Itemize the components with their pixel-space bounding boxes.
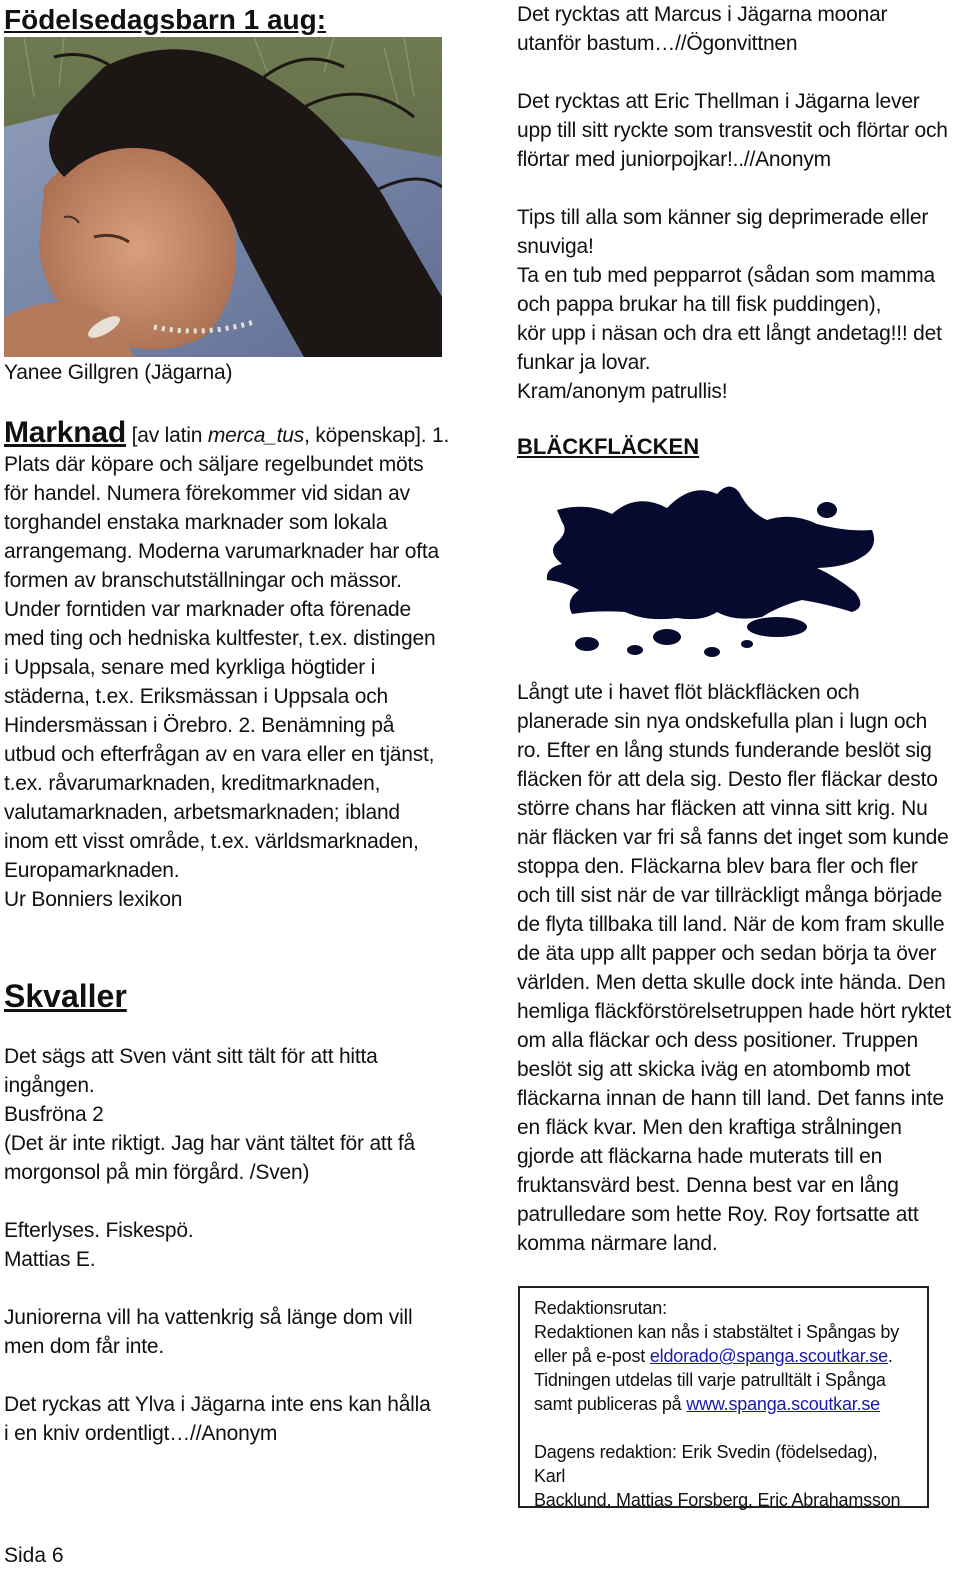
lexicon-line: Under forntiden var marknader ofta förenade <box>4 598 411 621</box>
editorial-line: samt publiceras på www.spanga.scoutkar.se <box>534 1394 880 1414</box>
gossip-title: Skvaller <box>4 978 127 1014</box>
gossip-list <box>4 1042 484 1477</box>
editorial-staff: Dagens redaktion: Erik Svedin (födelsedag), Karl <box>534 1442 878 1486</box>
lexicon-source: Ur Bonniers lexikon <box>4 888 183 911</box>
inkblot-title: BLÄCKFLÄCKEN <box>517 434 700 459</box>
email-link[interactable]: eldorado@spanga.scoutkar.se <box>649 1346 888 1366</box>
rumor-item: Det rycktas att Eric Thellman i Jägarna lever upp till sitt ryckte som transvestit och flörtar och flörtar med juniorpojkar!..//Anonym <box>517 90 948 171</box>
editorial-line: eller på e-post eldorado@spanga.scoutkar.se. <box>534 1346 893 1366</box>
lexicon-line: Europamarknaden. <box>4 859 180 882</box>
tips-item: Tips till alla som känner sig deprimerade eller snuviga! Ta en tub med pepparrot (sådan som mamma och pappa brukar ha till fisk puddingen), kör upp i näsan och dra ett långt andetag!!! det funkar ja lovar. Kram/anonym patrullis! <box>517 206 942 403</box>
rumor-item: Det rycktas att Marcus i Jägarna moonar utanför bastum…//Ögonvittnen <box>517 3 888 55</box>
lexicon-entry <box>4 418 494 914</box>
editorial-box <box>518 1286 929 1508</box>
gossip-item: Efterlyses. Fiskespö. Mattias E. <box>4 1219 194 1271</box>
birthday-caption: Yanee Gillgren (Jägarna) <box>4 361 233 384</box>
gossip-item: Juniorerna vill ha vattenkrig så länge dom vill men dom får inte. <box>4 1306 413 1358</box>
inkblot-story: Långt ute i havet flöt bläckfläcken och planerade sin nya ondskefulla plan i lugn och ro. Efter en lång stunds funderande beslöt sig fläcken för att dela sig. Desto fler fläckar desto större chans har fläcken att vinna sitt krig. Nu när fläcken var fri så fanns det inget som kunde stoppa den. Fläckarna blev bara fler och fler och till sist när de var tillräckligt många började de flyta tillbaka till land. När de kom fram skulle de äta upp allt papper och sedan börja ta över världen. Men detta skulle dock inte hända. Den hemliga fläckförstörelsetruppen hade hört ryktet om alla fläckar och dess positioner. Truppen beslöt sig att skicka iväg en atombomb mot fläckarna innan de hann till land. Det fanns inte en fläck kvar. Men den kraftiga strålningen gjorde att fläckarna hade muterats till en fruktansvärd best. Denna best var en lång patrulledare som hette Roy. Roy fortsatte att komma närmare land. <box>517 681 951 1255</box>
lexicon-line: inom ett visst område, t.ex. världsmarknaden, <box>4 830 419 853</box>
lexicon-line: arrangemang. Moderna varumarknader har ofta <box>4 540 439 563</box>
gossip-item: Det sägs att Sven vänt sitt tält för att hitta ingången. Busfröna 2 (Det är inte riktigt. Jag har vänt tältet för att få morgonsol på min förgård. /Sven) <box>4 1045 415 1184</box>
lexicon-line: för handel. Numera förekommer vid sidan av <box>4 482 410 505</box>
lexicon-line: utbud och efterfrågan av en vara eller en tjänst, <box>4 743 435 766</box>
website-link[interactable]: www.spanga.scoutkar.se <box>686 1394 880 1414</box>
editorial-line: Redaktionen kan nås i stabstältet i Spångas by <box>534 1322 900 1342</box>
editorial-staff: Backlund, Mattias Forsberg, Eric Abrahamsson <box>534 1490 901 1510</box>
rumors-list <box>517 0 957 435</box>
lexicon-line: torghandel enstaka marknader som lokala <box>4 511 388 534</box>
lexicon-line: Hindersmässan i Örebro. 2. Benämning på <box>4 714 395 737</box>
sleeping-girl-photo <box>4 37 442 357</box>
editorial-heading: Redaktionsrutan: <box>534 1298 667 1318</box>
birthday-title: Födelsedagsbarn 1 aug: <box>4 4 327 35</box>
lexicon-line: formen av branschutställningar och mässor. <box>4 569 402 592</box>
inkblot-image <box>517 472 879 672</box>
lexicon-line: med ting och hedniska kultfester, t.ex. distingen <box>4 627 436 650</box>
gossip-item: Det ryckas att Ylva i Jägarna inte ens kan hålla i en kniv ordentligt…//Anonym <box>4 1393 431 1445</box>
lexicon-etymology: merca_tus <box>207 424 305 447</box>
inkblot-icon <box>517 472 879 672</box>
birthday-photo <box>4 37 442 357</box>
lexicon-line: Plats där köpare och säljare regelbundet möts <box>4 453 424 476</box>
lexicon-line: i Uppsala, senare med kyrkliga högtider i <box>4 656 376 679</box>
lexicon-headword: Marknad <box>4 416 126 449</box>
lexicon-line: t.ex. råvarumarknaden, kreditmarknaden, <box>4 772 381 795</box>
page-number: Sida 6 <box>4 1544 64 1567</box>
lexicon-line: städerna, t.ex. Eriksmässan i Uppsala och <box>4 685 388 708</box>
lexicon-line: valutamarknaden, arbetsmarknaden; ibland <box>4 801 400 824</box>
lexicon-first-line: Marknad [av latin merca_tus, köpenskap]. 1. <box>4 416 450 449</box>
editorial-line: Tidningen utdelas till varje patrulltält i Spånga <box>534 1370 886 1390</box>
